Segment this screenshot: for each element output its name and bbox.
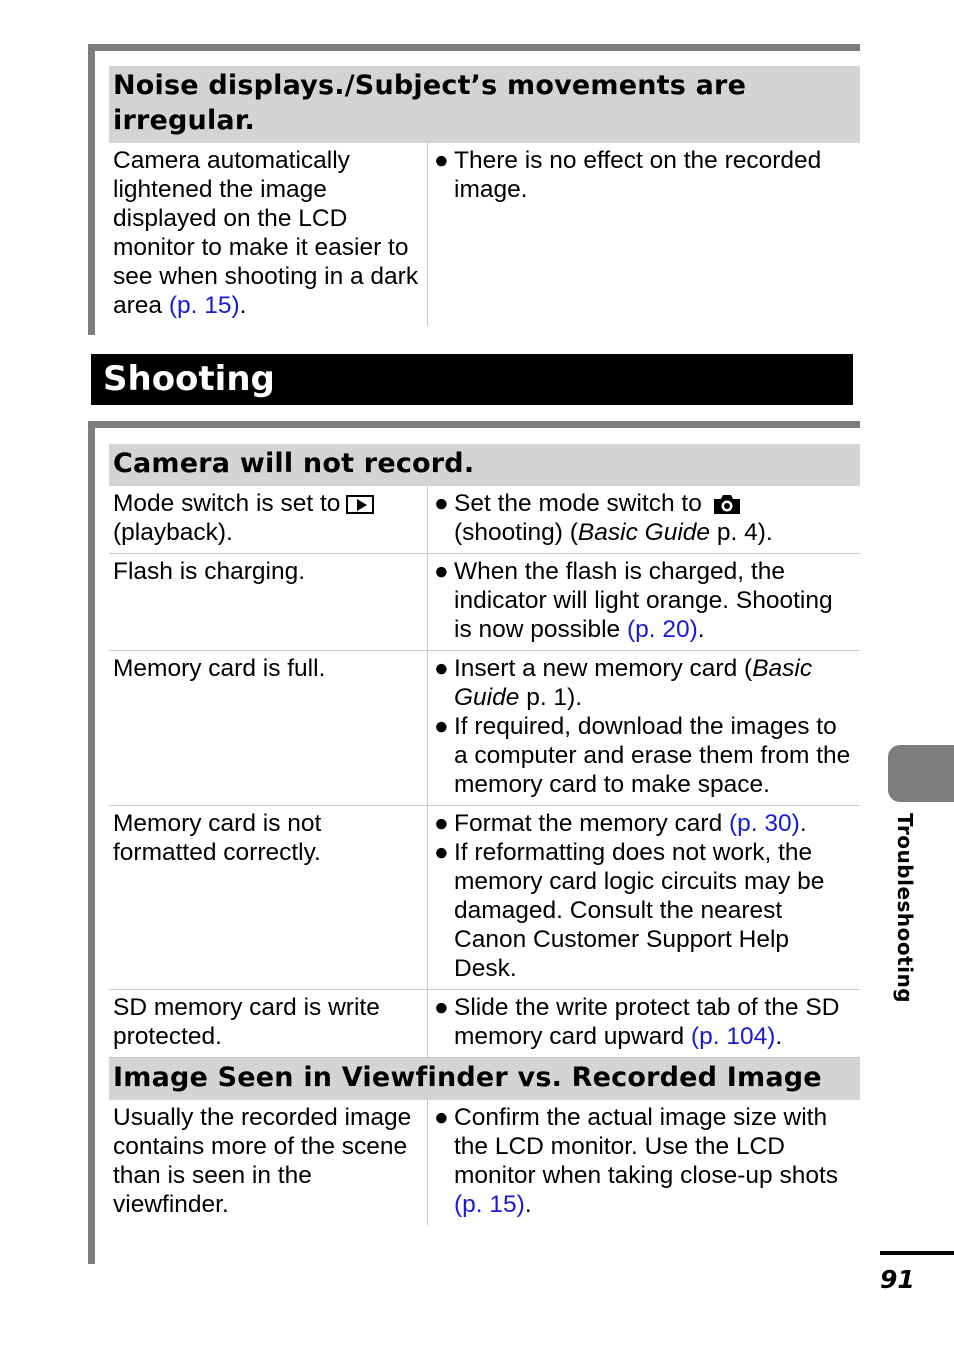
solution-text: Insert a new memory card ( [454,655,753,682]
table-row [109,651,860,806]
solution-item [432,838,856,983]
cause-cell: Memory card is not formatted correctly. [113,810,322,866]
guide-reference: Basic Guide [577,519,711,546]
solution-text-2: (shooting) ( [454,519,578,546]
page-number-rule [880,1251,954,1255]
solution-item [432,146,856,204]
table-row [109,486,860,554]
cause-cell: SD memory card is write protected. [113,994,380,1050]
bullet-icon: ● [434,994,449,1021]
table-row [109,806,860,990]
cause-cell [109,486,427,553]
solution-cell [427,486,860,553]
solution-cell [427,554,860,650]
cause-cell: Flash is charging. [113,558,306,585]
table-row [109,1100,860,1225]
bullet-icon: ● [434,558,449,585]
cause-text: Mode switch is set to [113,490,341,517]
section-heading-viewfinder: Image Seen in Viewfinder vs. Recorded Image [109,1058,860,1100]
chapter-side-label: Troubleshooting [893,813,917,1004]
bullet-icon: ● [434,490,449,517]
page-link[interactable]: (p. 15) [168,292,240,319]
solution-cell [427,1100,860,1225]
chapter-heading-shooting: Shooting [91,354,853,405]
solution-item [432,993,856,1051]
solution-text: Confirm the actual image size with the LCD monitor. Use the LCD monitor when taking close-up shots [454,1104,839,1189]
cause-text-end: . [239,292,247,319]
solution-text: There is no effect on the recorded image. [454,147,822,203]
solution-cell [427,990,860,1057]
solution-text: When the flash is charged, the indicator will light orange. Shooting is now possible [454,558,833,643]
guide-reference: Basic Guide [454,655,813,711]
bullet-icon: ● [434,147,449,174]
solution-cell [427,143,860,326]
chapter-side-tab [888,745,954,802]
shooting-section-frame [88,421,860,1264]
solution-text: If required, download the images to a computer and erase them from the memory card to make space. [454,713,851,798]
solution-text-end: . [775,1023,783,1050]
cause-cell [109,143,427,326]
bullet-icon: ● [434,810,449,837]
solution-cell [427,651,860,805]
solution-item [432,557,856,644]
camera-icon [712,493,742,515]
bullet-icon: ● [434,1104,449,1131]
solution-text-end: . [524,1191,532,1218]
cause-cell: Memory card is full. [113,655,326,682]
cause-text-2: (playback). [113,519,233,546]
cause-text: Camera automatically lightened the image displayed on the LCD monitor to make it easier to see when shooting in a dark area [113,147,419,319]
page-link[interactable]: (p. 20) [626,616,698,643]
page-link[interactable]: (p. 104) [690,1023,776,1050]
bullet-icon: ● [434,655,449,682]
section-heading-camera-will-not-record: Camera will not record. [109,444,860,486]
playback-icon [346,495,374,514]
solution-text: Slide the write protect tab of the SD memory card upward [454,994,840,1050]
noise-section-frame [88,44,860,335]
solution-text-2: p. 1). [519,684,583,711]
bullet-icon: ● [434,713,449,740]
solution-item [432,809,856,838]
solution-text-3: p. 4). [710,519,773,546]
section-heading-noise: Noise displays./Subject’s movements are irregular. [109,66,860,143]
page-link[interactable]: (p. 30) [729,810,800,837]
solution-item [432,712,856,799]
table-row [109,554,860,651]
solution-item [432,489,856,547]
solution-text: If reformatting does not work, the memory card logic circuits may be damaged. Consult the nearest Canon Customer Support Help Desk. [454,839,825,982]
page-link[interactable]: (p. 15) [454,1191,525,1218]
cause-cell: Usually the recorded image contains more of the scene than is seen in the viewfinder. [113,1104,412,1218]
solution-text-end: . [697,616,705,643]
solution-text-end: . [799,810,807,837]
solution-text: Format the memory card [454,810,730,837]
table-row [109,990,860,1058]
solution-text: Set the mode switch to [454,490,702,517]
solution-item [432,654,856,712]
page-number: 91 [880,1265,915,1294]
solution-cell [427,806,860,989]
table-row [109,143,860,326]
bullet-icon: ● [434,839,449,866]
solution-item [432,1103,856,1219]
